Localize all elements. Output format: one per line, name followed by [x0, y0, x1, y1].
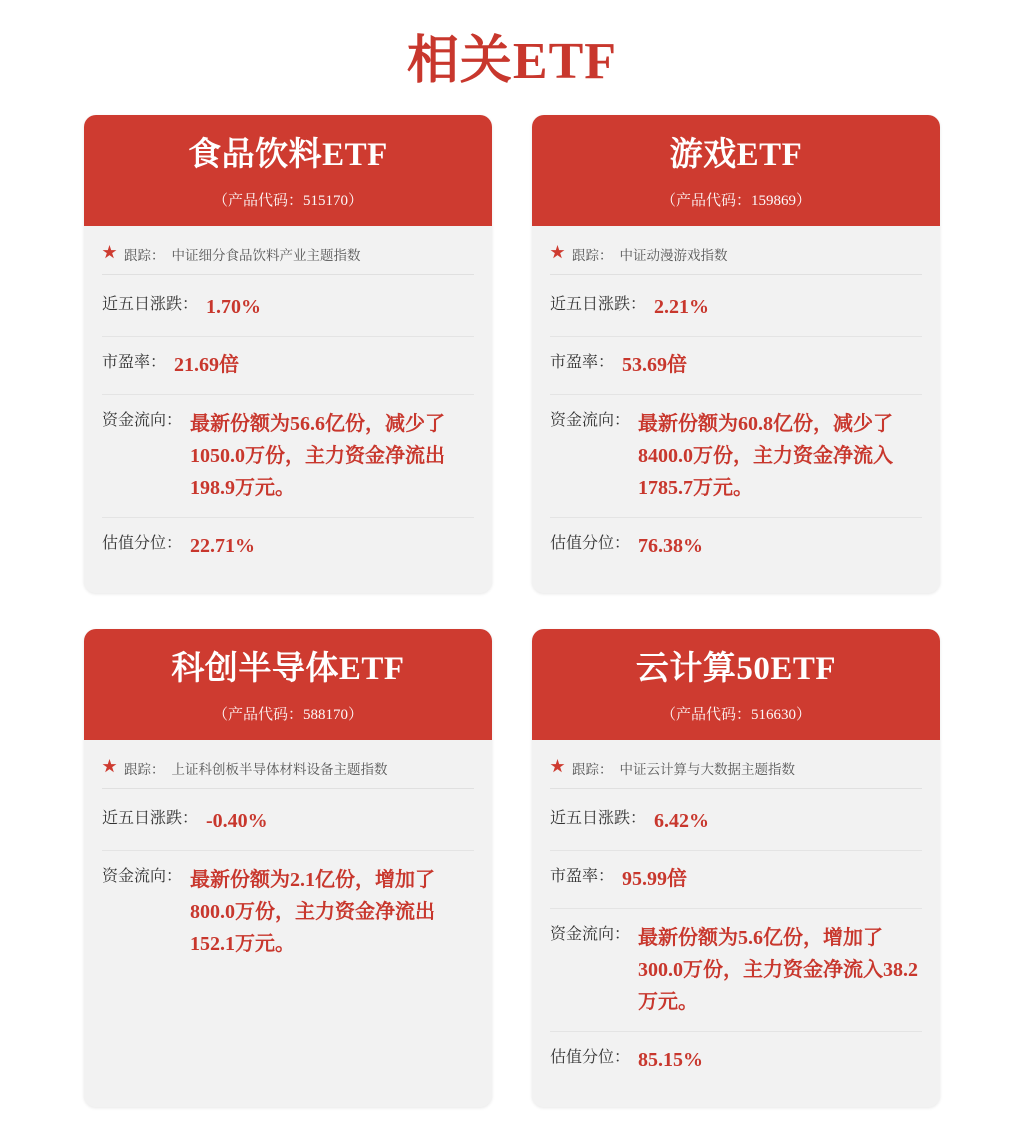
etf-code — [100, 189, 476, 210]
etf-code-prefix: （产品代码： — [660, 192, 751, 209]
etf-track-row — [102, 240, 474, 275]
fund-flow-label: 资金流向： — [550, 411, 631, 429]
five-day-change-value: 2.21% — [654, 295, 710, 318]
track-label: 跟踪： — [572, 247, 613, 263]
fund-flow-value: 最新份额为60.8亿份，减少了8400.0万份，主力资金净流入1785.7万元。 — [638, 412, 894, 499]
valuation-row — [550, 1032, 922, 1089]
etf-code — [100, 703, 476, 724]
etf-card-body — [532, 740, 940, 1107]
fund-flow-value: 最新份额为56.6亿份，减少了1050.0万份，主力资金净流出198.9万元。 — [190, 412, 446, 499]
etf-card-header — [532, 115, 940, 226]
etf-code-suffix: ） — [348, 192, 364, 209]
etf-name: 科创半导体ETF — [171, 650, 405, 687]
fund-flow-row — [102, 395, 474, 518]
fund-flow-row — [102, 851, 474, 973]
fund-flow-label: 资金流向： — [102, 411, 183, 429]
etf-code-prefix: （产品代码： — [212, 706, 303, 723]
etf-card[interactable] — [84, 115, 492, 593]
etf-card-header — [532, 629, 940, 740]
etf-card-body — [84, 226, 492, 593]
five-day-change-row — [102, 793, 474, 851]
pe-value: 95.99倍 — [622, 867, 688, 890]
valuation-label: 估值分位： — [102, 534, 183, 552]
star-icon: ★ — [102, 759, 118, 776]
five-day-change-label: 近五日涨跌： — [550, 809, 647, 827]
etf-code — [548, 189, 924, 210]
pe-label: 市盈率： — [550, 867, 615, 885]
track-label: 跟踪： — [124, 761, 165, 777]
etf-track-row — [550, 754, 922, 789]
etf-code-prefix: （产品代码： — [660, 706, 751, 723]
star-icon: ★ — [550, 759, 566, 776]
pe-row — [102, 337, 474, 395]
etf-card-body — [84, 740, 492, 1107]
five-day-change-row — [102, 279, 474, 337]
pe-label: 市盈率： — [102, 353, 167, 371]
etf-code-prefix: （产品代码： — [212, 192, 303, 209]
valuation-row — [102, 518, 474, 575]
etf-code-value: 516630 — [751, 706, 796, 723]
etf-card[interactable] — [84, 629, 492, 1107]
star-icon: ★ — [102, 245, 118, 262]
pe-row — [550, 337, 922, 395]
page-title: 相关ETF — [406, 33, 618, 90]
etf-track-row — [102, 754, 474, 789]
etf-code-suffix: ） — [796, 192, 812, 209]
fund-flow-row — [550, 909, 922, 1032]
track-value: 中证动漫游戏指数 — [619, 247, 728, 263]
track-label: 跟踪： — [124, 247, 165, 263]
etf-code-value: 588170 — [303, 706, 348, 723]
pe-label: 市盈率： — [550, 353, 615, 371]
track-label: 跟踪： — [572, 761, 613, 777]
etf-card-grid — [0, 115, 1024, 1107]
five-day-change-row — [550, 279, 922, 337]
valuation-row — [550, 518, 922, 575]
valuation-label: 估值分位： — [550, 534, 631, 552]
track-value: 上证科创板半导体材料设备主题指数 — [171, 761, 388, 777]
etf-card-header — [84, 115, 492, 226]
track-value: 中证细分食品饮料产业主题指数 — [171, 247, 361, 263]
fund-flow-label: 资金流向： — [102, 867, 183, 885]
five-day-change-value: -0.40% — [206, 809, 268, 832]
valuation-label: 估值分位： — [550, 1048, 631, 1066]
etf-name: 游戏ETF — [669, 137, 803, 173]
etf-code-suffix: ） — [348, 706, 364, 723]
etf-code — [548, 703, 924, 724]
etf-card-body — [532, 226, 940, 593]
valuation-value: 85.15% — [638, 1048, 704, 1071]
pe-row — [550, 851, 922, 909]
valuation-value: 22.71% — [190, 534, 256, 557]
five-day-change-value: 1.70% — [206, 295, 262, 318]
etf-code-value: 515170 — [303, 192, 348, 209]
track-value: 中证云计算与大数据主题指数 — [619, 761, 796, 777]
etf-code-suffix: ） — [796, 706, 812, 723]
valuation-value: 76.38% — [638, 534, 704, 557]
pe-value: 21.69倍 — [174, 353, 240, 376]
etf-name: 云计算50ETF — [635, 650, 837, 687]
etf-card[interactable] — [532, 115, 940, 593]
fund-flow-label: 资金流向： — [550, 925, 631, 943]
etf-track-row — [550, 240, 922, 275]
pe-value: 53.69倍 — [622, 353, 688, 376]
star-icon: ★ — [550, 245, 566, 262]
fund-flow-row — [550, 395, 922, 518]
fund-flow-value: 最新份额为2.1亿份，增加了800.0万份，主力资金净流出152.1万元。 — [190, 868, 436, 955]
fund-flow-value: 最新份额为5.6亿份，增加了300.0万份，主力资金净流入38.2万元。 — [638, 926, 919, 1013]
five-day-change-value: 6.42% — [654, 809, 710, 832]
five-day-change-label: 近五日涨跌： — [550, 295, 647, 313]
etf-card-header — [84, 629, 492, 740]
etf-page — [0, 18, 1024, 1131]
etf-name: 食品饮料ETF — [188, 137, 388, 173]
etf-code-value: 159869 — [751, 192, 796, 209]
five-day-change-label: 近五日涨跌： — [102, 809, 199, 827]
five-day-change-row — [550, 793, 922, 851]
etf-card[interactable] — [532, 629, 940, 1107]
five-day-change-label: 近五日涨跌： — [102, 295, 199, 313]
